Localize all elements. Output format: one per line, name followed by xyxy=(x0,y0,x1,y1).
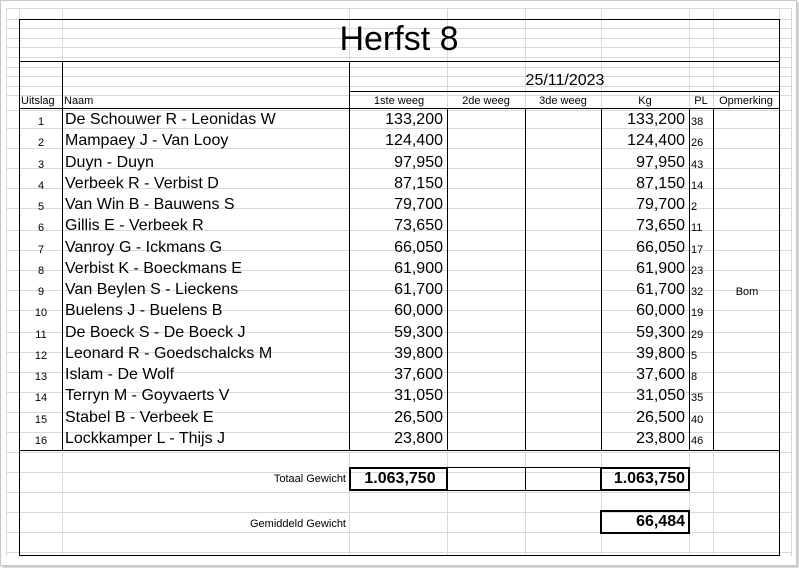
row-1ste-weeg: 79,700 xyxy=(394,196,443,213)
row-opmerking xyxy=(715,174,779,194)
row-kg: 66,050 xyxy=(636,239,685,256)
gemiddeld-kg: 66,484 xyxy=(636,513,685,530)
row-1ste-weeg: 59,300 xyxy=(394,324,443,341)
totaal-1ste-weeg: 1.063,750 xyxy=(364,470,436,487)
border-right xyxy=(779,19,780,555)
row-pl: 29 xyxy=(691,329,704,341)
border-header-bottom xyxy=(19,108,779,109)
row-rank: 10 xyxy=(34,307,48,319)
row-1ste-weeg: 60,000 xyxy=(394,302,443,319)
row-pl: 26 xyxy=(691,137,704,149)
row-naam: Lockkamper L - Thijs J xyxy=(65,430,226,447)
row-pl: 8 xyxy=(691,371,698,383)
row-kg: 124,400 xyxy=(627,132,685,149)
row-kg: 26,500 xyxy=(636,409,685,426)
row-naam: Verbist K - Boeckmans E xyxy=(65,260,242,277)
row-opmerking: Bom xyxy=(735,286,759,298)
border-col-weeg2 xyxy=(447,108,448,450)
row-naam: De Schouwer R - Leonidas W xyxy=(65,111,276,128)
border-left xyxy=(19,19,20,555)
row-rank: 15 xyxy=(34,414,48,426)
row-rank: 2 xyxy=(37,137,45,149)
row-pl: 32 xyxy=(691,286,704,298)
row-naam: Stabel B - Verbeek E xyxy=(65,409,214,426)
row-pl: 35 xyxy=(691,392,704,404)
row-rank: 7 xyxy=(37,244,45,256)
gridline xyxy=(6,552,791,553)
row-pl: 2 xyxy=(691,201,698,213)
row-kg: 59,300 xyxy=(636,324,685,341)
row-pl: 19 xyxy=(691,307,704,319)
box-line xyxy=(525,467,526,491)
row-kg: 61,900 xyxy=(636,260,685,277)
sheet-title: Herfst 8 xyxy=(339,20,459,58)
row-1ste-weeg: 97,950 xyxy=(394,154,443,171)
row-kg: 60,000 xyxy=(636,302,685,319)
border-col-pl xyxy=(689,108,690,450)
header-pl: PL xyxy=(694,95,708,107)
row-naam: Duyn - Duyn xyxy=(65,154,154,171)
row-1ste-weeg: 37,600 xyxy=(394,366,443,383)
border-date-bottom xyxy=(349,91,780,92)
border-col-opm xyxy=(713,108,714,450)
box-totaal-w1-left xyxy=(349,467,351,491)
row-1ste-weeg: 87,150 xyxy=(394,175,443,192)
row-1ste-weeg: 23,800 xyxy=(394,430,443,447)
row-1ste-weeg: 39,800 xyxy=(394,345,443,362)
row-opmerking xyxy=(715,110,779,130)
row-opmerking xyxy=(715,408,779,428)
totaal-kg: 1.063,750 xyxy=(613,470,685,487)
border-table-bottom xyxy=(19,450,779,451)
box-line xyxy=(447,467,448,491)
gridline xyxy=(6,492,791,493)
border-bottom xyxy=(19,555,780,556)
row-pl: 11 xyxy=(691,222,703,234)
header-opmerking: Opmerking xyxy=(719,95,773,107)
gridline xyxy=(6,8,791,9)
row-1ste-weeg: 124,400 xyxy=(385,132,443,149)
row-pl: 46 xyxy=(691,435,704,447)
row-opmerking xyxy=(715,153,779,173)
row-1ste-weeg: 26,500 xyxy=(394,409,443,426)
row-naam: Mampaey J - Van Looy xyxy=(65,132,229,149)
border-title-bottom xyxy=(19,61,779,62)
row-pl: 5 xyxy=(691,350,698,362)
row-naam: Terryn M - Goyvaerts V xyxy=(65,387,230,404)
row-pl: 38 xyxy=(691,116,704,128)
row-kg: 73,650 xyxy=(636,217,685,234)
row-kg: 133,200 xyxy=(627,111,685,128)
border-col-kg xyxy=(601,108,602,450)
header-uitslag: Uitslag xyxy=(21,95,55,107)
row-pl: 14 xyxy=(691,180,704,192)
row-kg: 87,150 xyxy=(636,175,685,192)
row-opmerking xyxy=(715,259,779,279)
gridline xyxy=(6,67,791,68)
row-kg: 23,800 xyxy=(636,430,685,447)
row-1ste-weeg: 133,200 xyxy=(385,111,443,128)
row-opmerking xyxy=(715,216,779,236)
gridline xyxy=(6,8,7,556)
header-3de-weeg: 3de weeg xyxy=(539,95,587,107)
row-opmerking xyxy=(715,323,779,343)
row-opmerking xyxy=(715,344,779,364)
row-rank: 3 xyxy=(37,159,45,171)
row-naam: Van Beylen S - Lieckens xyxy=(65,281,239,298)
row-naam: Vanroy G - Ickmans G xyxy=(65,239,223,256)
row-rank: 13 xyxy=(34,371,48,383)
row-naam: Gillis E - Verbeek R xyxy=(65,217,204,234)
row-1ste-weeg: 61,900 xyxy=(394,260,443,277)
row-opmerking xyxy=(715,195,779,215)
box-totaal-w1-bottom xyxy=(349,489,448,491)
row-naam: Islam - De Wolf xyxy=(65,366,175,383)
box-gemiddeld-kg-left xyxy=(600,510,602,534)
row-kg: 37,600 xyxy=(636,366,685,383)
row-opmerking xyxy=(715,365,779,385)
box-totaal-kg-bottom xyxy=(600,489,690,491)
box-line xyxy=(447,467,601,468)
box-totaal-kg-left xyxy=(600,467,602,491)
date-header: 25/11/2023 xyxy=(525,72,605,89)
row-rank: 12 xyxy=(34,350,48,362)
row-naam: Buelens J - Buelens B xyxy=(65,302,223,319)
row-pl: 23 xyxy=(691,265,704,277)
row-rank: 8 xyxy=(37,265,45,277)
row-rank: 4 xyxy=(37,180,45,192)
row-rank: 1 xyxy=(37,116,45,128)
row-kg: 61,700 xyxy=(636,281,685,298)
gridline xyxy=(791,8,792,556)
row-rank: 6 xyxy=(37,222,45,234)
row-naam: Van Win B - Bauwens S xyxy=(65,196,235,213)
row-pl: 43 xyxy=(691,159,704,171)
box-totaal-kg-right xyxy=(688,467,690,491)
row-pl: 40 xyxy=(691,414,704,426)
box-gemiddeld-kg-bottom xyxy=(600,532,690,534)
border-col-weeg1 xyxy=(349,61,350,450)
row-rank: 11 xyxy=(35,329,47,341)
gemiddeld-gewicht-label: Gemiddeld Gewicht xyxy=(250,518,346,530)
header-2de-weeg: 2de weeg xyxy=(462,95,510,107)
row-kg: 79,700 xyxy=(636,196,685,213)
gridline xyxy=(6,452,791,453)
box-line xyxy=(447,490,601,491)
row-kg: 97,950 xyxy=(636,154,685,171)
row-opmerking xyxy=(715,429,779,449)
row-1ste-weeg: 31,050 xyxy=(394,387,443,404)
row-1ste-weeg: 73,650 xyxy=(394,217,443,234)
row-opmerking xyxy=(715,386,779,406)
row-rank: 14 xyxy=(34,392,48,404)
border-col-weeg3 xyxy=(525,108,526,450)
box-gemiddeld-kg-right xyxy=(688,510,690,534)
row-opmerking xyxy=(715,238,779,258)
header-kg: Kg xyxy=(638,95,652,107)
row-naam: Leonard R - Goedschalcks M xyxy=(65,345,273,362)
header-1ste-weeg: 1ste weeg xyxy=(373,95,425,107)
row-opmerking xyxy=(715,131,779,151)
header-naam: Naam xyxy=(64,95,94,107)
row-rank: 5 xyxy=(37,201,45,213)
row-kg: 39,800 xyxy=(636,345,685,362)
row-rank: 9 xyxy=(37,286,45,298)
row-1ste-weeg: 61,700 xyxy=(394,281,443,298)
row-naam: Verbeek R - Verbist D xyxy=(65,175,219,192)
row-kg: 31,050 xyxy=(636,387,685,404)
row-1ste-weeg: 66,050 xyxy=(394,239,443,256)
row-naam: De Boeck S - De Boeck J xyxy=(65,324,246,341)
border-col-naam xyxy=(62,61,63,450)
totaal-gewicht-label: Totaal Gewicht xyxy=(273,473,346,485)
row-rank: 16 xyxy=(34,435,48,447)
row-opmerking xyxy=(715,301,779,321)
row-pl: 17 xyxy=(691,244,704,256)
